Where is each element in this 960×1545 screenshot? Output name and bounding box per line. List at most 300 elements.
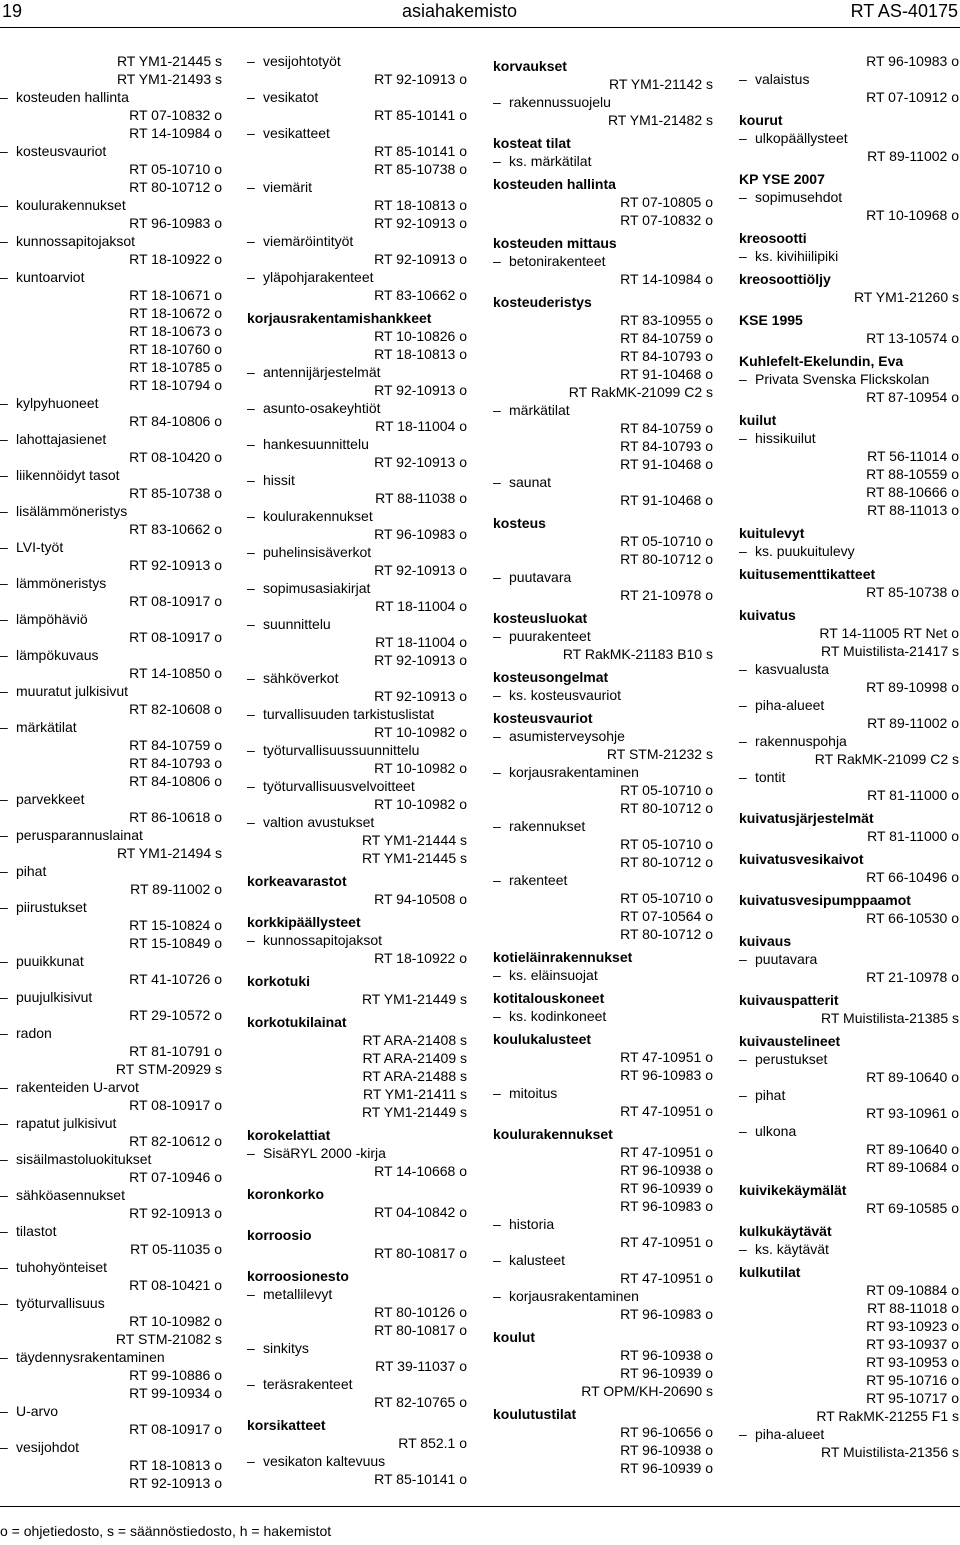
index-reference: RT 07-10946 o [129,1169,222,1185]
index-subentry: – ks. eläinsuojat [493,966,713,984]
index-subentry: – hankesuunnittelu [247,435,467,453]
index-reference: RT 92-10913 o [374,454,467,470]
index-reference: RT 08-10917 o [129,629,222,645]
index-reference: RT 80-10126 o [374,1304,467,1320]
index-reference: RT 10-10982 o [374,796,467,812]
index-column-4 [739,52,959,1461]
index-reference: RT 14-10668 o [374,1163,467,1179]
index-reference: RT 99-10886 o [129,1367,222,1383]
index-reference: RT 96-10983 o [374,526,467,542]
index-reference: RT 95-10717 o [866,1390,959,1406]
index-subentry: – U-arvo [0,1402,222,1420]
index-reference: RT 07-10564 o [620,908,713,924]
index-reference: RT 92-10913 o [129,1475,222,1491]
index-heading: koulutustilat [493,1406,577,1422]
index-heading: kotieläinrakennukset [493,949,633,965]
index-subentry: – puuikkunat [0,952,222,970]
footer-legend: o = ohjetiedosto, s = säännöstiedosto, h = hakemistot [0,1523,332,1539]
index-reference: RT YM1-21445 s [361,850,467,866]
index-reference: RT 10-10982 o [129,1313,222,1329]
index-reference: RT 15-10849 o [129,935,222,951]
index-reference: RT 10-10982 o [374,724,467,740]
index-subentry: – koulurakennukset [247,507,467,525]
index-subentry: – puujulkisivut [0,988,222,1006]
index-reference: RT 47-10951 o [620,1234,713,1250]
index-subentry: – piirustukset [0,898,222,916]
index-subentry: – radon [0,1024,222,1042]
index-reference: RT RakMK-21255 F1 s [816,1408,959,1424]
index-reference: RT OPM/KH-20690 s [581,1383,713,1399]
index-subentry: – mitoitus [493,1084,713,1102]
index-reference: RT 18-10760 o [129,341,222,357]
index-heading: kuivaustelineet [739,1033,841,1049]
index-reference: RT 84-10759 o [620,420,713,436]
index-reference: RT 92-10913 o [374,251,467,267]
index-subentry: – viemärit [247,178,467,196]
index-subentry: – puutavara [493,568,713,586]
index-heading: korokelattiat [247,1127,331,1143]
index-subentry: – liikennöidyt tasot [0,466,222,484]
index-subentry: – ks. kosteusvauriot [493,686,713,704]
index-reference: RT 96-10983 o [129,215,222,231]
index-reference: RT 89-10684 o [866,1159,959,1175]
index-reference: RT 07-10832 o [129,107,222,123]
index-reference: RT 18-10813 o [129,1457,222,1473]
index-reference: RT 80-10712 o [129,179,222,195]
index-reference: RT 05-10710 o [620,890,713,906]
index-reference: RT STM-20929 s [115,1061,222,1077]
index-reference: RT YM1-21411 s [362,1086,467,1102]
index-heading: kuivatusvesipumppaamot [739,892,911,908]
index-reference: RT YM1-21449 s [361,1104,467,1120]
index-subentry: – lämmöneristys [0,574,222,592]
index-reference: RT 92-10913 o [129,1205,222,1221]
index-subentry: – ulkona [739,1122,959,1140]
index-heading: kuivauspatterit [739,992,839,1008]
index-reference: RT 18-11004 o [375,418,467,434]
index-subentry: – vesikatteet [247,124,467,142]
index-subentry: – rakenteet [493,871,713,889]
index-reference: RT 08-10917 o [129,1421,222,1437]
index-reference: RT 05-10710 o [620,782,713,798]
index-subentry: – lämpökuvaus [0,646,222,664]
index-subentry: – ks. kodinkoneet [493,1007,713,1025]
index-reference: RT 85-10141 o [374,143,467,159]
index-reference: RT 18-10794 o [129,377,222,393]
index-reference: RT 84-10793 o [620,348,713,364]
index-subentry: – turvallisuuden tarkistuslistat [247,705,467,723]
index-subentry: – valaistus [739,70,959,88]
index-reference: RT 18-10785 o [129,359,222,375]
index-subentry: – saunat [493,473,713,491]
index-reference: RT 96-10656 o [620,1424,713,1440]
index-subentry: – suunnittelu [247,615,467,633]
index-reference: RT STM-21082 s [115,1331,222,1347]
index-subentry: – vesijohtotyöt [247,52,467,70]
index-heading: korkotukilainat [247,1014,347,1030]
index-reference: RT 08-10421 o [129,1277,222,1293]
index-subentry: – sähköasennukset [0,1186,222,1204]
index-reference: RT 18-10813 o [374,197,467,213]
index-subentry: – parvekkeet [0,790,222,808]
index-subentry: – lisälämmöneristys [0,502,222,520]
index-reference: RT 80-10712 o [620,551,713,567]
index-reference: RT 89-11002 o [867,148,959,164]
index-heading: kosteusongelmat [493,669,609,685]
index-reference: RT 91-10468 o [620,456,713,472]
index-reference: RT 39-11037 o [375,1358,467,1374]
index-reference: RT 96-10983 o [620,1198,713,1214]
index-reference: RT 18-11004 o [375,634,467,650]
index-reference: RT 93-10923 o [866,1318,959,1334]
index-heading: KP YSE 2007 [739,171,825,187]
index-subentry: – sopimusasiakirjat [247,579,467,597]
index-subentry: – rakennussuojelu [493,93,713,111]
index-subentry: – puhelinsisäverkot [247,543,467,561]
index-reference: RT 14-10984 o [129,125,222,141]
index-reference: RT 82-10765 o [374,1394,467,1410]
index-heading: korkeavarastot [247,873,347,889]
index-reference: RT 88-11038 o [375,490,467,506]
index-heading: kuivikekäymälät [739,1182,847,1198]
index-reference: RT 85-10738 o [374,161,467,177]
index-reference: RT 07-10912 o [866,89,959,105]
header-rule [0,27,960,28]
index-reference: RT 96-10939 o [620,1180,713,1196]
index-reference: RT 88-11018 o [867,1300,959,1316]
index-subentry: – teräsrakenteet [247,1375,467,1393]
index-heading: kuivatusjärjestelmät [739,810,874,826]
index-heading: korvaukset [493,58,567,74]
index-reference: RT Muistilista-21356 s [821,1444,959,1460]
index-subentry: – kasvualusta [739,660,959,678]
index-reference: RT 96-10938 o [620,1162,713,1178]
section-title: asiahakemisto [402,1,518,21]
index-subentry: – kalusteet [493,1251,713,1269]
index-heading: kuilut [739,412,777,428]
index-subentry: – rakennukset [493,817,713,835]
index-reference: RT 92-10913 o [374,562,467,578]
document-code: RT AS-40175 [850,1,958,21]
index-reference: RT 87-10954 o [866,389,959,405]
index-reference: RT 84-10793 o [620,438,713,454]
index-reference: RT YM1-21142 s [608,76,713,92]
index-subentry: – perusparannuslainat [0,826,222,844]
index-subentry: – ks. puukuitulevy [739,542,959,560]
index-reference: RT YM1-21494 s [116,845,222,861]
index-heading: kuitusementtikatteet [739,566,876,582]
index-heading: kosteus [493,515,546,531]
index-reference: RT 89-10640 o [866,1069,959,1085]
index-column-2 [247,52,467,1488]
index-subentry: – pihat [739,1086,959,1104]
index-reference: RT ARA-21488 s [362,1068,467,1084]
index-reference: RT YM1-21482 s [607,112,713,128]
index-subentry: – puutavara [739,950,959,968]
index-subentry: – sopimusehdot [739,188,959,206]
index-reference: RT 84-10806 o [129,773,222,789]
index-reference: RT YM1-21260 s [853,289,959,305]
index-heading: koulurakennukset [493,1126,613,1142]
index-heading: Kuhlefelt-Ekelundin, Eva [739,353,904,369]
index-subentry: – työturvallisuussuunnittelu [247,741,467,759]
index-heading: korroosio [247,1227,312,1243]
index-subentry: – perustukset [739,1050,959,1068]
index-subentry: – hissit [247,471,467,489]
index-heading: kosteuden hallinta [493,176,616,192]
index-subentry: – kuntoarviot [0,268,222,286]
index-subentry: – piha-alueet [739,1425,959,1443]
index-heading: kosteuderistys [493,294,592,310]
index-reference: RT 852.1 o [398,1435,467,1451]
index-reference: RT 99-10934 o [129,1385,222,1401]
index-subentry: – rapatut julkisivut [0,1114,222,1132]
index-reference: RT 88-10666 o [866,484,959,500]
index-subentry: – märkätilat [0,718,222,736]
index-reference: RT Muistilista-21417 s [821,643,959,659]
index-heading: kourut [739,112,783,128]
index-reference: RT 14-10984 o [620,271,713,287]
index-reference: RT 05-11035 o [130,1241,222,1257]
page-number: 19 [2,1,23,21]
index-reference: RT 15-10824 o [129,917,222,933]
index-subentry: – valtion avustukset [247,813,467,831]
index-heading: koulukalusteet [493,1031,592,1047]
index-subentry: – lahottajasienet [0,430,222,448]
index-subentry: – työturvallisuus [0,1294,222,1312]
index-reference: RT Muistilista-21385 s [821,1010,959,1026]
index-subentry: – kylpyhuoneet [0,394,222,412]
index-reference: RT 14-10850 o [129,665,222,681]
index-reference: RT 05-10710 o [129,161,222,177]
index-reference: RT 08-10420 o [129,449,222,465]
index-subentry: – kunnossapitojaksot [0,232,222,250]
index-reference: RT 96-10938 o [620,1442,713,1458]
index-heading: kuivaus [739,933,792,949]
index-heading: kosteat tilat [493,135,571,151]
index-reference: RT 18-10673 o [129,323,222,339]
index-reference: RT 89-11002 o [867,715,959,731]
index-reference: RT 83-10662 o [374,287,467,303]
index-heading: kreosoottiöljy [739,271,831,287]
index-heading: kuitulevyt [739,525,805,541]
index-reference: RT 85-10141 o [374,1471,467,1487]
index-reference: RT 80-10817 o [374,1322,467,1338]
index-reference: RT 89-11002 o [130,881,222,897]
index-reference: RT 83-10662 o [129,521,222,537]
index-subentry: – antennijärjestelmät [247,363,467,381]
index-reference: RT 80-10817 o [374,1245,467,1261]
index-subentry: – ks. käytävät [739,1240,959,1258]
index-reference: RT 07-10805 o [620,194,713,210]
index-subentry: – kunnossapitojaksot [247,931,467,949]
index-heading: kuivatus [739,607,796,623]
index-reference: RT 47-10951 o [620,1103,713,1119]
index-reference: RT 92-10913 o [374,382,467,398]
index-column-3 [493,52,713,1477]
index-subentry: – korjausrakentaminen [493,763,713,781]
index-reference: RT 96-10938 o [620,1347,713,1363]
index-subentry: – asumisterveysohje [493,727,713,745]
index-reference: RT 47-10951 o [620,1144,713,1160]
index-heading: kotitalouskoneet [493,990,605,1006]
index-reference: RT 89-10640 o [866,1141,959,1157]
index-reference: RT 83-10955 o [620,312,713,328]
index-subentry: – muuratut julkisivut [0,682,222,700]
index-reference: RT 56-11014 o [867,448,959,464]
index-heading: kosteuden mittaus [493,235,617,251]
index-reference: RT 18-11004 o [375,598,467,614]
index-reference: RT 85-10141 o [374,107,467,123]
index-reference: RT 85-10738 o [866,584,959,600]
index-reference: RT 18-10922 o [374,950,467,966]
index-reference: RT 95-10716 o [866,1372,959,1388]
index-heading: kosteusluokat [493,610,588,626]
index-subentry: – metallilevyt [247,1285,467,1303]
index-heading: kreosootti [739,230,807,246]
index-reference: RT RakMK-21099 C2 s [814,751,959,767]
index-subentry: – historia [493,1215,713,1233]
index-reference: RT RakMK-21099 C2 s [568,384,713,400]
index-reference: RT 29-10572 o [129,1007,222,1023]
index-reference: RT 96-10983 o [866,53,959,69]
index-reference: RT 66-10496 o [866,869,959,885]
index-subentry: – piha-alueet [739,696,959,714]
index-subentry: – sähköverkot [247,669,467,687]
index-reference: RT 69-10585 o [866,1200,959,1216]
index-reference: RT 93-10961 o [866,1105,959,1121]
index-reference: RT 18-10671 o [129,287,222,303]
index-reference: RT 84-10759 o [129,737,222,753]
index-reference: RT 14-11005 RT Net o [819,625,959,641]
index-reference: RT 18-10672 o [129,305,222,321]
index-reference: RT 93-10953 o [866,1354,959,1370]
index-heading: kosteusvauriot [493,710,593,726]
index-reference: RT 84-10806 o [129,413,222,429]
index-reference: RT 10-10826 o [374,328,467,344]
index-subentry: – vesikaton kaltevuus [247,1452,467,1470]
index-reference: RT 96-10939 o [620,1365,713,1381]
index-subentry: – pihat [0,862,222,880]
index-subentry: – kosteuden hallinta [0,88,222,106]
index-subentry: – sinkitys [247,1339,467,1357]
footer-rule [0,1506,960,1507]
index-subentry: – korjausrakentaminen [493,1287,713,1305]
index-subentry: – vesijohdot [0,1438,222,1456]
index-subentry: – yläpohjarakenteet [247,268,467,286]
index-subentry: – Privata Svenska Flickskolan [739,370,959,388]
index-reference: RT 21-10978 o [866,969,959,985]
index-subentry: – märkätilat [493,401,713,419]
index-reference: RT 05-10710 o [620,836,713,852]
index-subentry: – ks. märkätilat [493,152,713,170]
index-reference: RT 96-10983 o [620,1067,713,1083]
index-heading: kuivatusvesikaivot [739,851,864,867]
index-heading: KSE 1995 [739,312,803,328]
index-reference: RT 10-10982 o [374,760,467,776]
index-heading: koulut [493,1329,535,1345]
index-heading: korroosionesto [247,1268,349,1284]
index-reference: RT 89-10998 o [866,679,959,695]
index-subentry: – tontit [739,768,959,786]
index-reference: RT 81-11000 o [867,828,959,844]
index-subentry: – rakenteiden U-arvot [0,1078,222,1096]
index-reference: RT YM1-21444 s [361,832,467,848]
index-reference: RT 82-10612 o [129,1133,222,1149]
index-heading: korjausrakentamishankkeet [247,310,432,326]
index-reference: RT STM-21232 s [606,746,713,762]
index-reference: RT 05-10710 o [620,533,713,549]
index-reference: RT 84-10793 o [129,755,222,771]
index-subentry: – betonirakenteet [493,252,713,270]
index-heading: koronkorko [247,1186,325,1202]
index-reference: RT 07-10832 o [620,212,713,228]
index-reference: RT 10-10968 o [866,207,959,223]
index-reference: RT 66-10530 o [866,910,959,926]
index-reference: RT 41-10726 o [129,971,222,987]
index-reference: RT 47-10951 o [620,1270,713,1286]
index-reference: RT 96-10983 o [620,1306,713,1322]
index-reference: RT 21-10978 o [620,587,713,603]
index-reference: RT RakMK-21183 B10 s [562,646,713,662]
index-reference: RT 81-11000 o [867,787,959,803]
index-reference: RT 18-10813 o [374,346,467,362]
index-heading: korsikatteet [247,1417,326,1433]
index-reference: RT YM1-21493 s [116,71,222,87]
index-reference: RT 92-10913 o [129,557,222,573]
index-subentry: – vesikatot [247,88,467,106]
index-reference: RT 96-10939 o [620,1460,713,1476]
index-reference: RT 80-10712 o [620,800,713,816]
index-reference: RT 80-10712 o [620,926,713,942]
index-reference: RT ARA-21409 s [362,1050,467,1066]
index-reference: RT YM1-21449 s [361,991,467,1007]
index-reference: RT 92-10913 o [374,688,467,704]
index-subentry: – SisäRYL 2000 -kirja [247,1144,467,1162]
index-reference: RT 92-10913 o [374,215,467,231]
index-reference: RT 85-10738 o [129,485,222,501]
index-subentry: – työturvallisuusvelvoitteet [247,777,467,795]
index-heading: korkotuki [247,973,311,989]
index-reference: RT 84-10759 o [620,330,713,346]
index-reference: RT 92-10913 o [374,71,467,87]
index-reference: RT 08-10917 o [129,1097,222,1113]
index-subentry: – ulkopäällysteet [739,129,959,147]
index-subentry: – lämpöhäviö [0,610,222,628]
index-subentry: – täydennysrakentaminen [0,1348,222,1366]
index-reference: RT 18-10922 o [129,251,222,267]
index-subentry: – hissikuilut [739,429,959,447]
index-heading: kulkukäytävät [739,1223,832,1239]
index-reference: RT 13-10574 o [866,330,959,346]
index-subentry: – kosteusvauriot [0,142,222,160]
index-reference: RT 91-10468 o [620,366,713,382]
index-subentry: – puurakenteet [493,627,713,645]
index-reference: RT ARA-21408 s [362,1032,467,1048]
index-reference: RT 86-10618 o [129,809,222,825]
index-column-1 [0,52,222,1492]
index-heading: kulkutilat [739,1264,801,1280]
index-subentry: – tuhohyönteiset [0,1258,222,1276]
index-reference: RT 80-10712 o [620,854,713,870]
index-subentry: – asunto-osakeyhtiöt [247,399,467,417]
index-subentry: – tilastot [0,1222,222,1240]
index-reference: RT 08-10917 o [129,593,222,609]
page-header [0,0,960,26]
index-reference: RT 04-10842 o [374,1204,467,1220]
index-reference: RT 91-10468 o [620,492,713,508]
index-subentry: – rakennuspohja [739,732,959,750]
